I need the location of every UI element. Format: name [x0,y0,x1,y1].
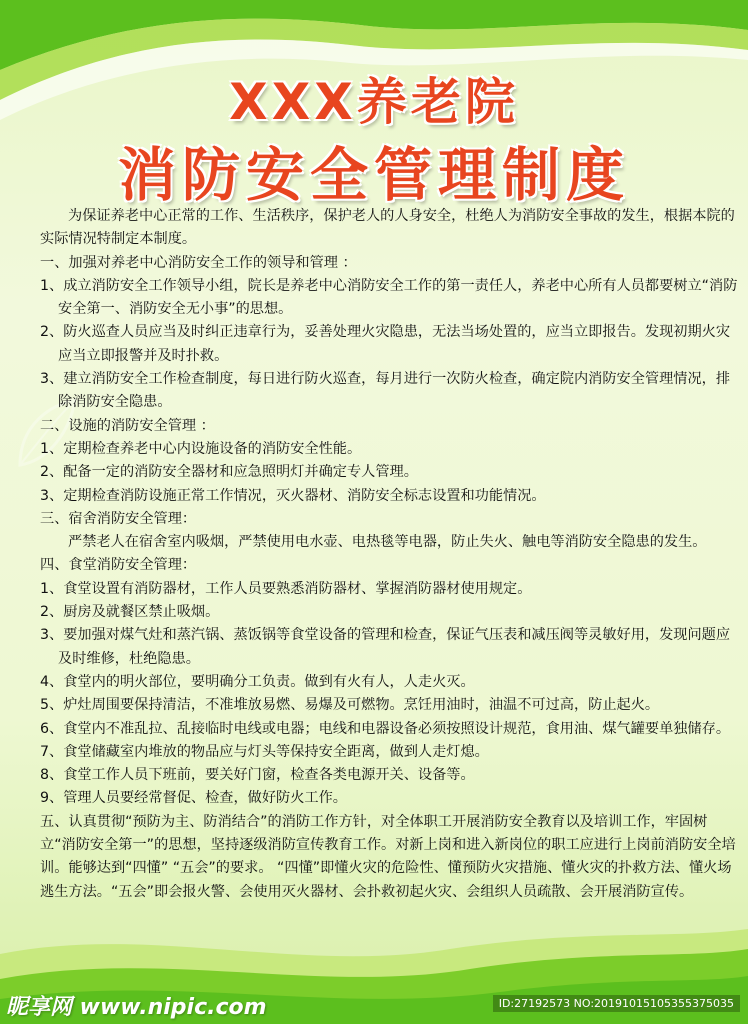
title-line-1: XXX养老院 [229,73,519,131]
watermark-id: ID:27192573 NO:20191015105355375035 [493,995,740,1012]
paragraph: 为保证养老中心正常的工作、生活秩序，保护老人的人身安全，杜绝人为消防安全事故的发生，根据本院的实际情况特制定本制度。 [40,208,735,248]
paragraph: 2、厨房及就餐区禁止吸烟。 [40,604,220,621]
paragraph: 3、建立消防安全工作检查制度，每日进行防火巡查，每月进行一次防火检查，确定院内消防安全管理情况，排除消防安全隐患。 [40,371,731,411]
paragraph: 1、成立消防安全工作领导小组，院长是养老中心消防安全工作的第一责任人，养老中心所有人员都要树立“消防安全第一、消防安全无小事”的思想。 [40,277,738,318]
regulation-body [40,205,740,904]
paragraph: 9、管理人员要经常督促、检查，做好防火工作。 [40,790,347,807]
paragraph: 3、要加强对煤气灶和蒸汽锅、蒸饭锅等食堂设备的管理和检查，保证气压表和减压阀等灵敏好用，发现问题应及时维修，杜绝隐患。 [40,627,731,667]
paragraph: 五、认真贯彻“预防为主、防消结合”的消防工作方针，对全体职工开展消防安全教育以及培训工作，牢固树立“消防安全第一”的思想，坚持逐级消防宣传教育工作。对新上岗和进入新岗位的职工应进行上岗前消防安全培训。能够达到“四懂” “五会”的要求。 “四懂”即懂火灾的危险性、懂预防火灾措施、懂火灾的扑救方法、懂火场逃生方法。“五会”即会报火警、会使用灭火器材、会扑救初起火灾、会组织人员疏散、会开展消防宣传。 [40,813,736,900]
paragraph: 6、食堂内不准乱拉、乱接临时电线或电器；电线和电器设备必须按照设计规范，食用油、煤气罐要单独储存。 [40,720,731,737]
paragraph: 8、食堂工作人员下班前，要关好门窗，检查各类电源开关、设备等。 [40,767,475,784]
paragraph: 2、防火巡查人员应当及时纠正违章行为，妥善处理火灾隐患，无法当场处置的，应当立即报告。发现初期火灾应当立即报警并及时扑救。 [40,324,731,364]
paragraph: 一、加强对养老中心消防安全工作的领导和管理 ： [40,254,357,271]
paragraph: 2、配备一定的消防安全器材和应急照明灯并确定专人管理。 [40,464,418,481]
watermark-site: 昵享网 www.nipic.com [6,995,267,1020]
paragraph: 4、食堂内的明火部位，要明确分工负责。做到有火有人，人走火灭。 [40,673,475,690]
paragraph: 四、食堂消防安全管理： [40,557,197,574]
paragraph: 7、食堂储藏室内堆放的物品应与灯头等保持安全距离，做到人走灯熄。 [40,743,489,760]
title-line-2: 消防安全管理制度 [117,141,630,209]
paragraph: 三、宿舍消防安全管理： [40,510,197,527]
paragraph: 5、炉灶周围要保持清洁，不准堆放易燃、易爆及可燃物。烹饪用油时，油温不可过高，防止起火。 [40,697,660,714]
paragraph: 严禁老人在宿舍室内吸烟，严禁使用电水壶、电热毯等电器，防止失火、触电等消防安全隐患的发生。 [68,534,707,551]
paragraph: 1、食堂设置有消防器材，工作人员要熟悉消防器材、掌握消防器材使用规定。 [40,580,532,597]
paragraph: 3、定期检查消防设施正常工作情况，灭火器材、消防安全标志设置和功能情况。 [40,487,546,504]
paragraph: 二、设施的消防安全管理 ： [40,417,215,434]
paragraph: 1、定期检查养老中心内设施设备的消防安全性能。 [40,440,362,457]
